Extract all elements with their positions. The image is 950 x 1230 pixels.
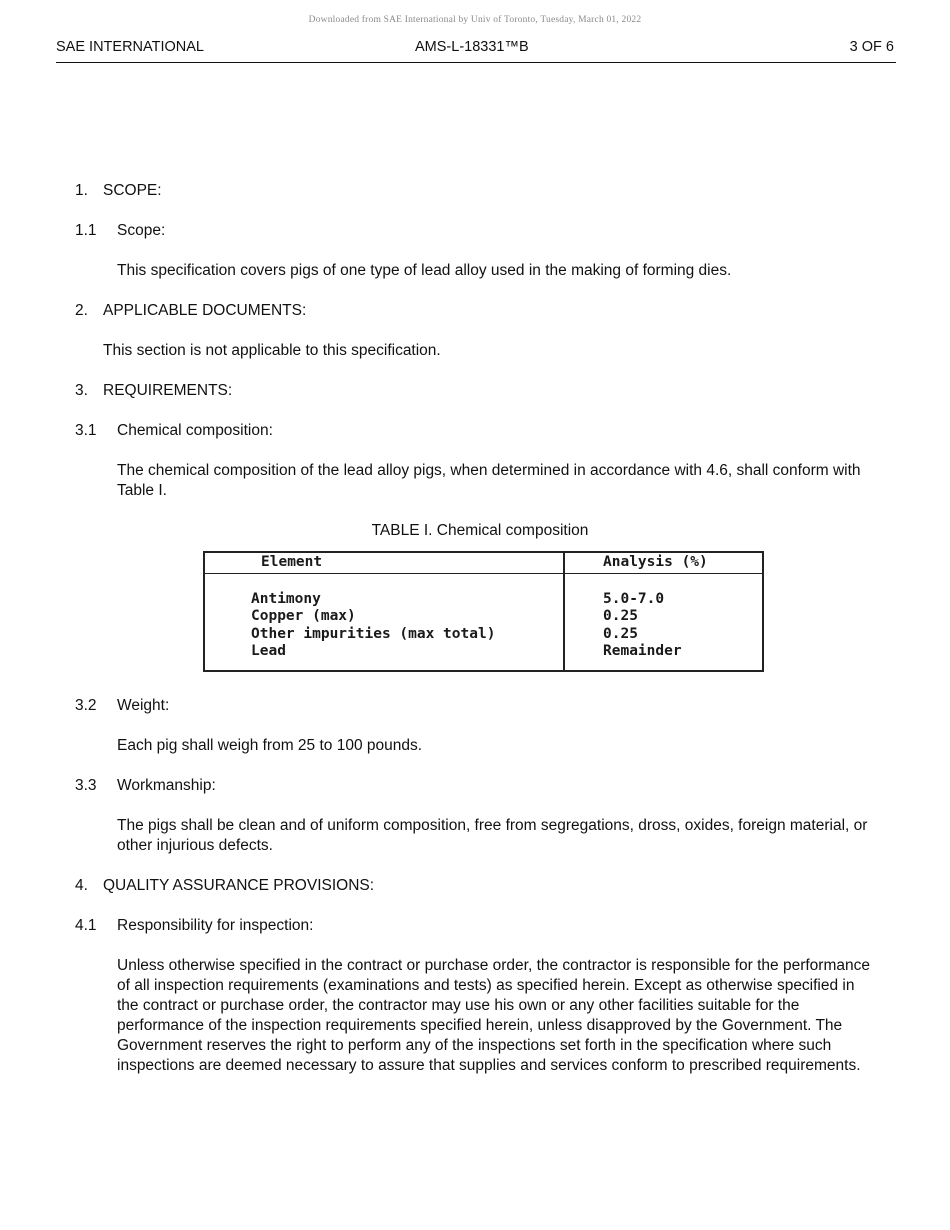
- section-number: 3.2: [75, 696, 97, 714]
- table-caption: TABLE I. Chemical composition: [371, 522, 589, 539]
- section-title: Chemical composition:: [117, 422, 273, 439]
- section-title: QUALITY ASSURANCE PROVISIONS:: [103, 876, 375, 894]
- section-title: Responsibility for inspection:: [117, 916, 314, 934]
- section-2-text: This section is not applicable to this specification.: [103, 342, 441, 359]
- analysis-column: [564, 573, 762, 670]
- section-number: 4.1: [75, 916, 97, 934]
- section-1-1-heading: [75, 221, 875, 241]
- page-number: 3 OF 6: [849, 39, 894, 55]
- section-2-heading: [75, 301, 875, 321]
- section-3-2-heading: [75, 696, 875, 716]
- element-column: [205, 573, 564, 670]
- table-cell-analysis: 0.25: [603, 625, 638, 642]
- section-number: 3.: [75, 382, 88, 399]
- section-title: APPLICABLE DOCUMENTS:: [103, 302, 307, 319]
- composition-table: [203, 551, 764, 672]
- section-3-1-text: The chemical composition of the lead alloy pigs, when determined in accordance with 4.6, shall conform with Table I.: [117, 462, 861, 499]
- table-cell-element: Other impurities (max total): [251, 625, 496, 642]
- section-3-3-text: The pigs shall be clean and of uniform composition, free from segregations, dross, oxides, foreign material, or other injurious defects.: [117, 816, 868, 854]
- document-body: [75, 181, 875, 1096]
- section-number: 2.: [75, 302, 88, 319]
- table-cell-element: Lead: [251, 643, 286, 659]
- section-3-1-heading: [75, 421, 875, 441]
- document-id: AMS-L-18331™B: [415, 39, 529, 55]
- section-4-1-heading: [75, 916, 875, 936]
- table-cell-analysis: Remainder: [603, 643, 682, 659]
- section-title: REQUIREMENTS:: [103, 382, 233, 399]
- section-3-3-heading: [75, 776, 875, 796]
- section-3-2-text: Each pig shall weigh from 25 to 100 pounds.: [117, 736, 423, 754]
- section-1-1-text: This specification covers pigs of one type of lead alloy used in the making of forming dies.: [117, 262, 732, 279]
- table-cell-analysis: 0.25: [603, 608, 638, 624]
- section-title: Weight:: [117, 696, 170, 714]
- table-cell-element: Antimony: [251, 590, 321, 607]
- section-title: Scope:: [117, 222, 166, 239]
- page-header: [56, 38, 896, 63]
- section-number: 1.1: [75, 222, 97, 239]
- section-1-heading: [75, 181, 875, 201]
- section-number: 3.3: [75, 776, 97, 794]
- table-cell-analysis: 5.0-7.0: [603, 590, 665, 607]
- section-title: Workmanship:: [117, 776, 216, 794]
- section-number: 3.1: [75, 422, 97, 439]
- download-note: Downloaded from SAE International by Univ of Toronto, Tuesday, March 01, 2022: [308, 15, 642, 25]
- section-4-heading: [75, 876, 875, 896]
- column-header-analysis: Analysis (%): [564, 553, 762, 573]
- column-header-element: Element: [205, 553, 564, 573]
- section-title: SCOPE:: [103, 182, 162, 199]
- section-4-1-text: Unless otherwise specified in the contract or purchase order, the contractor is responsible for the performance of all inspection requirements (examinations and tests) as specified herein. Except as otherwise specified in the contract or purchase order, the contractor may use his own or any other facilities suitable for the performance of the inspection requirements specified herein, unless disapproved by the Government. The Government reserves the right to perform any of the inspections set forth in the specification where such inspections are deemed necessary to assure that supplies and services conform to prescribed requirements.: [117, 956, 870, 1074]
- table-cell-element: Copper (max): [251, 608, 356, 624]
- publisher-name: SAE INTERNATIONAL: [56, 39, 204, 55]
- section-3-heading: [75, 381, 875, 401]
- section-number: 4.: [75, 876, 88, 894]
- section-number: 1.: [75, 182, 88, 199]
